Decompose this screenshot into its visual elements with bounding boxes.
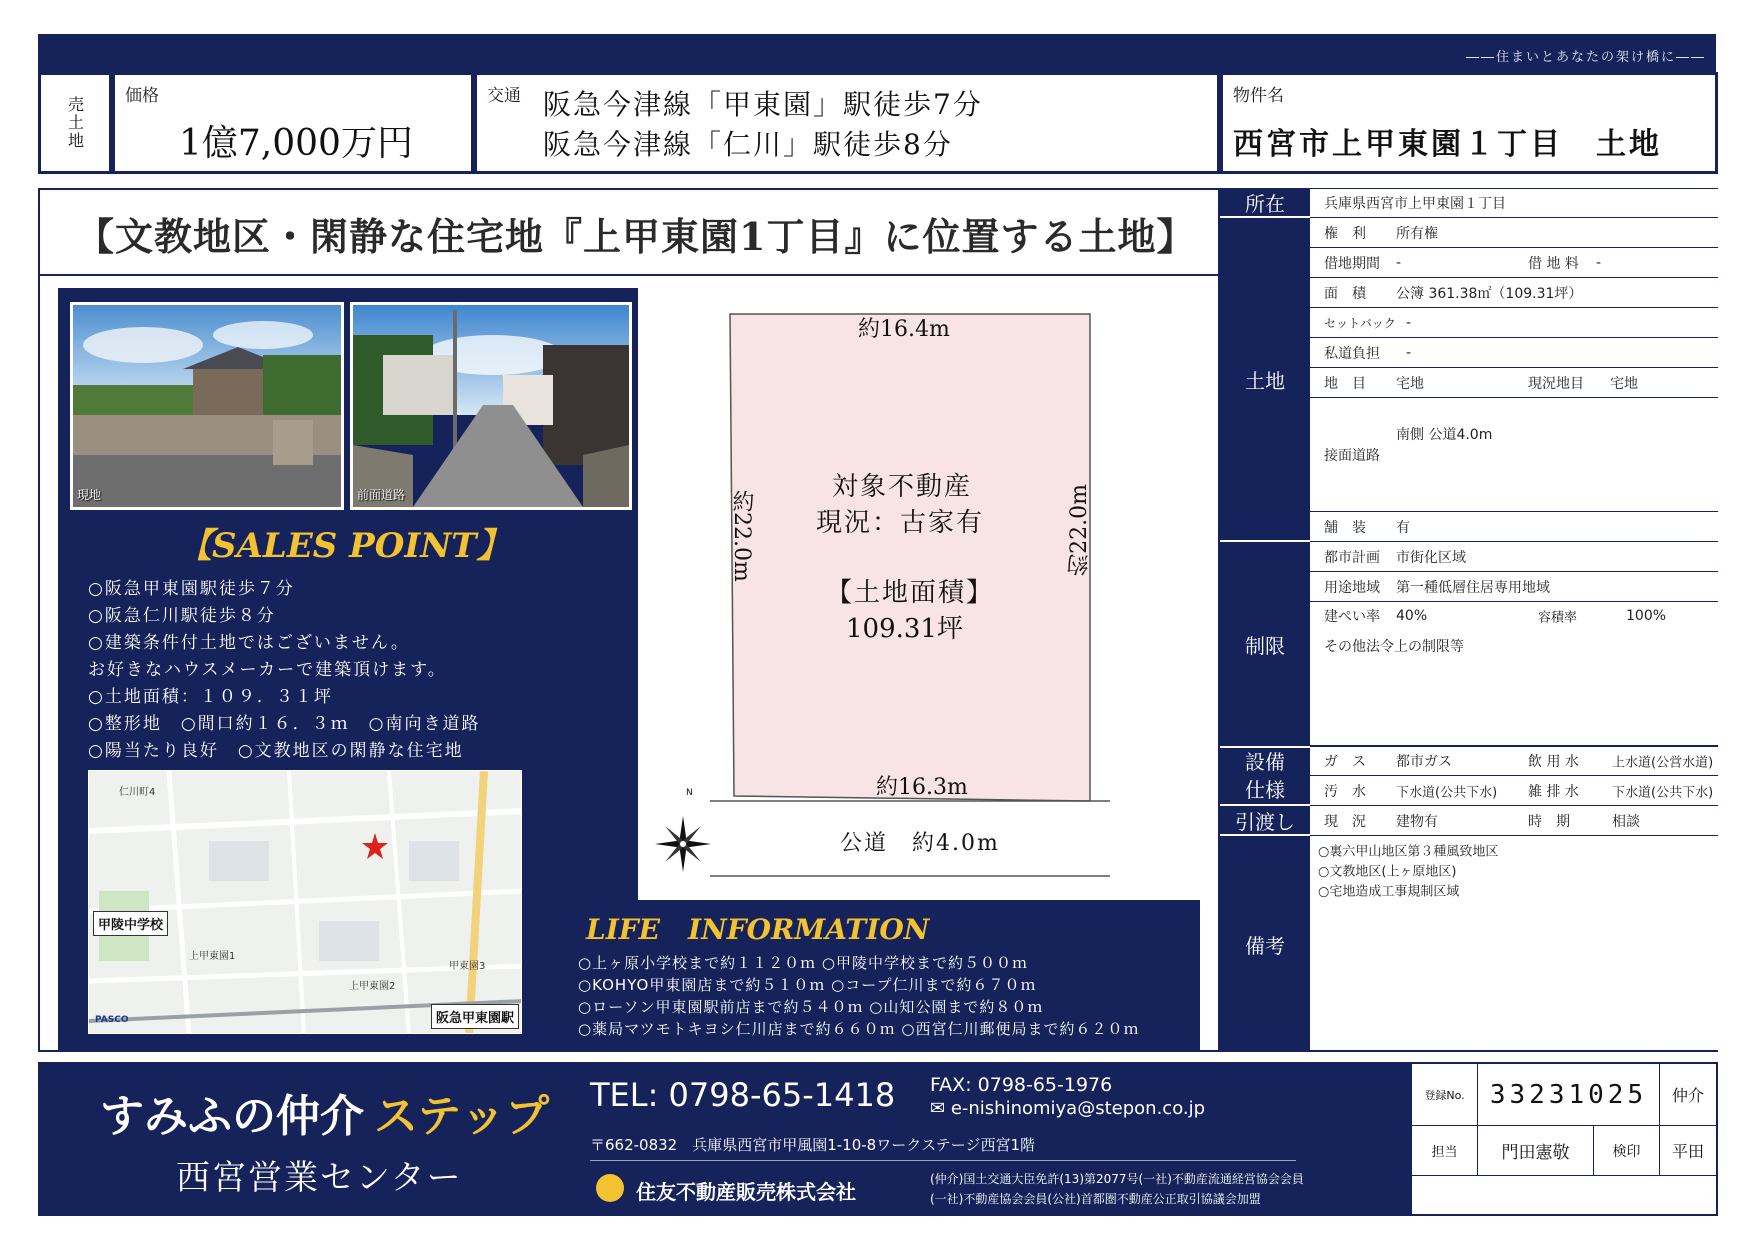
life-item: ○薬局マツモトキヨシ仁川店まで約６６０ｍ ○西宮仁川郵便局まで約６２０ｍ (578, 1020, 1140, 1038)
status-value: 建物有 (1396, 813, 1438, 830)
far-label: 容積率 (1538, 610, 1578, 626)
brand-part-2: ステップ (374, 1091, 550, 1142)
lease-fee-value: - (1596, 254, 1602, 271)
headline: 【文教地区・閑静な住宅地『上甲東園1丁目』に位置する土地】 (76, 214, 1196, 259)
license-1: (仲介)国土交通大臣免許(13)第2077号(一社)不動産流通経営協会会員 (930, 1172, 1304, 1186)
license-2: (一社)不動産協会会員(公社)首都圏不動産公正取引協議会加盟 (930, 1192, 1261, 1206)
status-label: 現 況 (1324, 813, 1366, 830)
sales-point-title: 【SALES POINT】 (178, 526, 511, 566)
sales-point-item: ○阪急仁川駅徒歩８分 (88, 606, 276, 626)
lease-fee-label: 借 地 料 (1528, 255, 1579, 272)
gas-value: 都市ガス (1396, 754, 1452, 770)
gas-label: ガ ス (1324, 754, 1366, 770)
address: 〒662-0832 兵庫県西宮市甲風園1-10-8ワークステージ西宮1階 (590, 1136, 1036, 1154)
row-location (1310, 188, 1718, 218)
map-label-top: 仁川町4 (119, 787, 156, 798)
plot-note-3: 【土地面積】 (826, 578, 995, 608)
type-label: 売土地 (65, 96, 85, 150)
company-logo-icon (596, 1174, 624, 1202)
transport-box (474, 72, 1220, 174)
map-credit: PASCO (95, 1015, 129, 1025)
land-category-value: 宅地 (1396, 375, 1424, 392)
plot-note-1: 対象不動産 (832, 472, 973, 502)
transport-line-1: 阪急今津線「甲東園」駅徒歩7分 (543, 88, 983, 121)
map-area-3: 甲東園3 (449, 961, 486, 972)
mail-icon: ✉ (930, 1098, 951, 1119)
plot-road: 公道 約4.0m (840, 831, 1000, 856)
sewage-value: 下水道(公共下水) (1396, 785, 1498, 800)
road-photo-caption: 前面道路 (357, 488, 406, 502)
remarks-item: ○裏六甲山地区第３種風致地区 (1318, 844, 1499, 860)
plot-bottom-dim: 約16.3m (876, 775, 968, 800)
private-road-value: - (1406, 344, 1412, 361)
row-status (1310, 806, 1718, 836)
sales-point-item: ○阪急甲東園駅徒歩７分 (88, 579, 295, 599)
coverage-value: 40% (1396, 608, 1428, 624)
zoning-label: 用途地域 (1324, 579, 1380, 596)
sales-point-item: ○建築条件付土地ではございません。 (88, 633, 410, 653)
plot-left-dim: 約22.0m (729, 490, 754, 582)
paving-value: 有 (1396, 519, 1410, 536)
property-box (1220, 72, 1718, 174)
tel[interactable]: TEL: 0798-65-1418 (590, 1076, 896, 1114)
staff-label: 担当 (1412, 1126, 1478, 1176)
road-contact-label: 接面道路 (1324, 447, 1380, 464)
remarks-item: ○文教地区(上ヶ原地区) (1318, 864, 1457, 880)
life-item: ○KOHYO甲東園店まで約５１０ｍ ○コープ仁川まで約６７０ｍ (578, 976, 1037, 994)
tagline: ――住まいとあなたの架け橋に―― (1465, 50, 1706, 65)
sales-point-item: ○陽当たり良好 ○文教地区の閑静な住宅地 (88, 741, 464, 761)
area-map[interactable] (88, 770, 522, 1034)
brand-name (100, 1080, 549, 1144)
price-box (112, 72, 474, 174)
timing-value: 相談 (1612, 813, 1640, 830)
row-lease (1310, 248, 1718, 278)
registration-table (1410, 1062, 1718, 1216)
private-road-label: 私道負担 (1324, 345, 1380, 362)
transport-label: 交通 (487, 86, 521, 106)
remarks-item: ○宅地造成工事規制区域 (1318, 884, 1460, 900)
row-area (1310, 278, 1718, 308)
company-name: 住友不動産販売株式会社 (636, 1180, 856, 1204)
reg-mode: 仲介 (1660, 1064, 1716, 1126)
map-area-1: 上甲東園2 (349, 981, 396, 992)
row-sewage (1310, 776, 1718, 806)
property-name: 西宮市上甲東園１丁目 土地 (1233, 127, 1662, 162)
lease-period-value: - (1396, 254, 1402, 271)
plot-right-dim: 約22.0m (1067, 484, 1092, 576)
fax: FAX: 0798-65-1976 (930, 1074, 1113, 1096)
sales-point-item: お好きなハウスメーカーで建築頂けます。 (88, 660, 447, 680)
coverage-label: 建ぺい率 (1324, 609, 1380, 625)
row-city-plan (1310, 542, 1718, 572)
city-plan-label: 都市計画 (1324, 549, 1380, 566)
row-paving (1310, 512, 1718, 542)
brand-part-1: すみふの仲介 (100, 1091, 364, 1142)
timing-label: 時 期 (1528, 813, 1570, 830)
row-private-road (1310, 338, 1718, 368)
rights-value: 所有権 (1396, 225, 1438, 242)
stamp-label: 検印 (1594, 1126, 1660, 1176)
plot-note-4: 109.31坪 (846, 614, 963, 644)
setback-value: - (1406, 314, 1412, 331)
water-value: 上水道(公営水道) (1612, 755, 1714, 771)
map-school-label: 甲陵中学校 (93, 911, 168, 936)
email[interactable]: e-nishinomiya@stepon.co.jp (950, 1098, 1206, 1119)
map-area-2: 上甲東園1 (189, 951, 236, 962)
life-item: ○ローソン甲東園駅前店まで約５４０ｍ ○山知公園まで約８０ｍ (578, 998, 1044, 1016)
cat-restriction: 制限 (1220, 542, 1310, 746)
plot-note-2: 現況：古家有 (816, 508, 985, 538)
cat-location: 所在 (1220, 188, 1310, 216)
reg-number: 33231025 (1478, 1064, 1660, 1126)
drain-label: 雑 排 水 (1528, 783, 1579, 800)
price-value: 1億7,000万円 (179, 123, 413, 164)
rights-label: 権 利 (1324, 225, 1366, 242)
top-band (38, 34, 1716, 74)
area-label: 面 積 (1324, 285, 1366, 302)
row-rights (1310, 218, 1718, 248)
property-label: 物件名 (1233, 86, 1284, 106)
site-photo-caption: 現地 (77, 488, 102, 502)
far-value: 100% (1626, 608, 1667, 624)
row-land-category (1310, 368, 1718, 398)
row-remarks (1310, 836, 1718, 1052)
lease-period-label: 借地期間 (1324, 255, 1380, 272)
email-row (930, 1098, 1205, 1119)
compass-icon (655, 816, 711, 872)
location-value: 兵庫県西宮市上甲東園１丁目 (1324, 196, 1506, 212)
site-photo (70, 302, 344, 510)
land-category-label: 地 目 (1324, 375, 1366, 392)
stamp-name: 平田 (1660, 1126, 1716, 1176)
footer-divider (590, 1160, 1296, 1161)
other-restrictions: その他法令上の制限等 (1324, 639, 1464, 655)
cat-handover: 引渡し (1220, 806, 1310, 834)
row-coverage (1310, 602, 1718, 746)
row-gas (1310, 746, 1718, 776)
setback-label: セットバック (1324, 316, 1396, 330)
life-item: ○上ヶ原小学校まで約１１２０ｍ ○甲陵中学校まで約５００ｍ (578, 954, 1028, 972)
water-label: 飲 用 水 (1528, 754, 1579, 770)
plot-top-dim: 約16.4m (858, 317, 950, 342)
current-category-value: 宅地 (1610, 375, 1638, 392)
row-road-contact (1310, 398, 1718, 512)
headline-box (38, 188, 1220, 276)
sewage-label: 汚 水 (1324, 783, 1366, 800)
cat-facility (1220, 748, 1310, 804)
compass-north: N (686, 788, 693, 798)
cat-facility-2: 仕様 (1245, 778, 1285, 802)
staff-name: 門田憲敬 (1478, 1126, 1594, 1176)
type-box (38, 72, 112, 174)
sales-point-item: ○整形地 ○間口約１６．３ｍ ○南向き道路 (88, 714, 481, 734)
drain-value: 下水道(公共下水) (1612, 785, 1714, 800)
zoning-value: 第一種低層住居専用地域 (1396, 579, 1550, 596)
price-label: 価格 (125, 86, 159, 106)
transport-line-2: 阪急今津線「仁川」駅徒歩8分 (543, 128, 953, 161)
road-photo (350, 302, 632, 510)
row-setback (1310, 308, 1718, 338)
sales-point-item: ○土地面積：１０９．３１坪 (88, 687, 333, 707)
office-name: 西宮営業センター (176, 1158, 463, 1198)
life-title: LIFE INFORMATION (586, 913, 930, 946)
road-contact-value: 南側 公道4.0m (1396, 427, 1493, 444)
cat-remarks: 備考 (1220, 836, 1310, 1052)
cat-facility-1: 設備 (1245, 750, 1285, 774)
cat-land: 土地 (1220, 218, 1310, 540)
current-category-label: 現況地目 (1528, 375, 1584, 392)
paving-label: 舗 装 (1324, 519, 1366, 536)
map-station-label: 阪急甲東園駅 (431, 1004, 519, 1029)
row-zoning (1310, 572, 1718, 602)
area-value: 公簿 361.38㎡（109.31坪） (1396, 285, 1583, 302)
reg-label: 登録No. (1412, 1064, 1478, 1126)
city-plan-value: 市街化区域 (1396, 549, 1466, 566)
